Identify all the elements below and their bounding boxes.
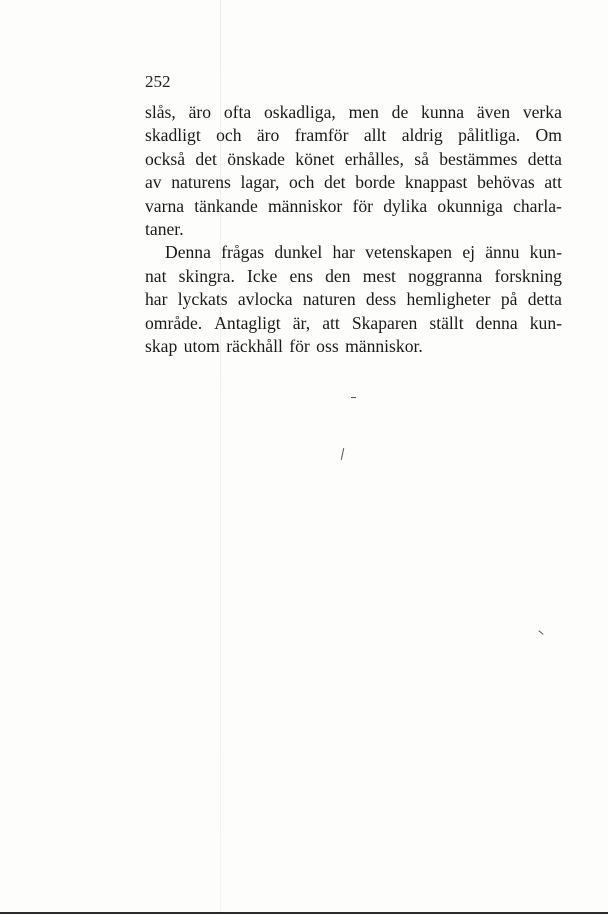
word: oskadliga, <box>263 102 336 122</box>
word: ännu <box>485 242 520 263</box>
word: det <box>195 148 217 169</box>
print-speck <box>538 630 543 635</box>
word: har <box>145 289 168 310</box>
word: mest <box>362 265 396 286</box>
word: för <box>352 195 373 216</box>
word: charla- <box>513 195 562 216</box>
word: detta <box>527 289 562 310</box>
page-number: 252 <box>145 72 171 91</box>
word: de <box>391 102 409 122</box>
text-line <box>145 265 562 288</box>
word: av <box>145 172 162 193</box>
word: det <box>324 172 346 193</box>
print-speck <box>341 448 344 460</box>
body-text <box>145 101 562 358</box>
word: Skaparen <box>351 312 418 333</box>
text-line <box>145 241 562 264</box>
word: allt <box>363 125 387 146</box>
word: lyckats <box>177 289 228 310</box>
word: ens <box>289 265 313 286</box>
word: borde <box>355 172 396 193</box>
word: och <box>216 125 242 146</box>
text-line <box>145 195 562 218</box>
word: slås, <box>145 102 176 122</box>
word: och <box>289 172 315 193</box>
word: ofta <box>223 102 252 122</box>
word: ej <box>462 242 476 263</box>
word: kun- <box>529 242 562 263</box>
word: skingra. <box>178 265 235 286</box>
word: den <box>325 265 351 286</box>
word: är, <box>292 312 311 333</box>
paragraph-2 <box>145 241 562 358</box>
word: även <box>476 102 511 122</box>
word: framför <box>294 125 349 146</box>
word: Icke <box>247 265 278 286</box>
word: knappast <box>404 172 468 193</box>
word: dylika <box>383 195 428 216</box>
word: Om <box>535 125 562 146</box>
text-line <box>145 101 562 124</box>
text-line <box>145 148 562 171</box>
print-speck <box>351 397 356 398</box>
word: bestämmes <box>439 148 518 169</box>
word: varna <box>145 195 185 216</box>
word: ställt <box>429 312 464 333</box>
word: okunniga <box>437 195 503 216</box>
word: denna <box>475 312 518 333</box>
word: äro <box>188 102 212 122</box>
text-line <box>145 288 562 311</box>
word: dess <box>365 289 397 310</box>
word: frågas <box>221 242 265 263</box>
word: verka <box>522 102 562 122</box>
word: nat <box>145 265 167 286</box>
text-line <box>145 312 562 335</box>
word: äro <box>256 125 280 146</box>
word: så <box>414 148 429 169</box>
word: också <box>145 148 186 169</box>
word: vetenskapen <box>365 242 453 263</box>
word: Denna <box>165 242 211 263</box>
word: naturen <box>302 289 356 310</box>
word: behövas <box>477 172 535 193</box>
word: kunna <box>421 102 465 122</box>
word: hemligheter <box>406 289 491 310</box>
word: pålitliga. <box>458 125 521 146</box>
word: forskning <box>494 265 562 286</box>
word: lagar, <box>240 172 280 193</box>
word: önskade <box>227 148 285 169</box>
word: område. <box>145 312 203 333</box>
word: på <box>500 289 518 310</box>
word: människor <box>268 195 343 216</box>
word: erhålles, <box>344 148 404 169</box>
word: könet <box>295 148 335 169</box>
word: avlocka <box>237 289 293 310</box>
word: skadligt <box>145 125 201 146</box>
word: noggranna <box>408 265 483 286</box>
word: har <box>332 242 355 263</box>
word: detta <box>527 148 562 169</box>
word: dunkel <box>274 242 323 263</box>
text-line <box>145 171 562 194</box>
word: aldrig <box>401 125 443 146</box>
text-line: taner. <box>145 218 184 239</box>
paragraph-1 <box>145 101 562 241</box>
word: naturens <box>171 172 231 193</box>
word: tänkande <box>194 195 258 216</box>
word: men <box>348 102 379 122</box>
page-bottom-edge <box>0 912 608 914</box>
text-line: skap utom räckhåll för oss människor. <box>145 335 423 356</box>
word: Antagligt <box>214 312 281 333</box>
word: kun- <box>529 312 562 333</box>
word: att <box>322 312 340 333</box>
word: att <box>544 172 562 193</box>
text-line <box>145 124 562 147</box>
